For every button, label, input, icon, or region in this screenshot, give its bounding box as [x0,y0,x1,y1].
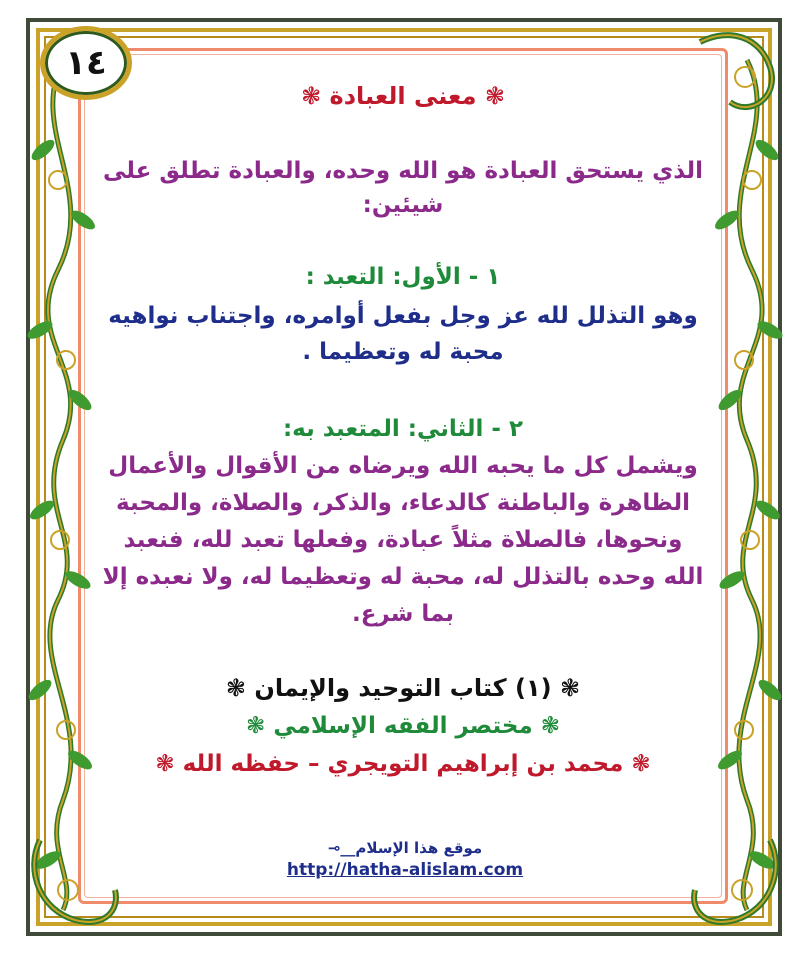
website-name: موقع هذا الإسلام__⊸ [327,839,483,857]
source-series [100,707,706,745]
page-number: ١٤ [65,43,107,83]
page-title [100,78,706,114]
flower-star-icon: ❃ [246,713,266,739]
website-link[interactable]: http://hatha-alislam.com [286,860,524,880]
website-footer [200,838,610,882]
bottom-right-corner-ornament [680,830,790,940]
source-book-text: (١) كتاب التوحيد والإيمان [254,674,552,702]
second-section-heading: ٢ - الثاني: المتعبد به: [282,416,524,442]
first-section-heading: ١ - الأول: التعبد : [305,264,501,290]
right-vine-ornament [702,40,792,920]
flower-star-icon: ❃ [631,751,651,777]
main-content [100,78,706,783]
source-author [100,745,706,783]
title-text: معنى العبادة [329,82,477,110]
source-series-text: مختصر الفقه الإسلامي [273,713,533,739]
flower-star-icon: ❃ [301,82,322,110]
source-author-text: محمد بن إبراهيم التويجري – حفظه الله [182,751,624,777]
source-book [100,669,706,707]
flower-star-icon: ❃ [559,674,581,702]
flower-star-icon: ❃ [155,751,175,777]
flower-star-icon: ❃ [484,82,505,110]
first-section-body: وهو التذلل لله عز وجل بفعل أوامره، واجتناب نواهيه محبة له وتعظيما . [108,303,698,365]
second-section-body: ويشمل كل ما يحبه الله ويرضاه من الأقوال والأعمال الظاهرة والباطنة كالدعاء، والذكر، والصلاة، والمحبة ونحوها، فالصلاة مثلاً عبادة، وفعلها تعبد لله، فنعبد الله وحده بالتذلل له، محبة له وتعظيما له، ولا نعبده إلا بما شرع. [102,453,704,627]
bottom-left-corner-ornament [20,830,130,940]
left-vine-ornament [18,40,108,920]
flower-star-icon: ❃ [225,674,247,702]
flower-star-icon: ❃ [540,713,560,739]
intro-paragraph: الذي يستحق العبادة هو الله وحده، والعبادة تطلق على شيئين: [102,158,704,218]
